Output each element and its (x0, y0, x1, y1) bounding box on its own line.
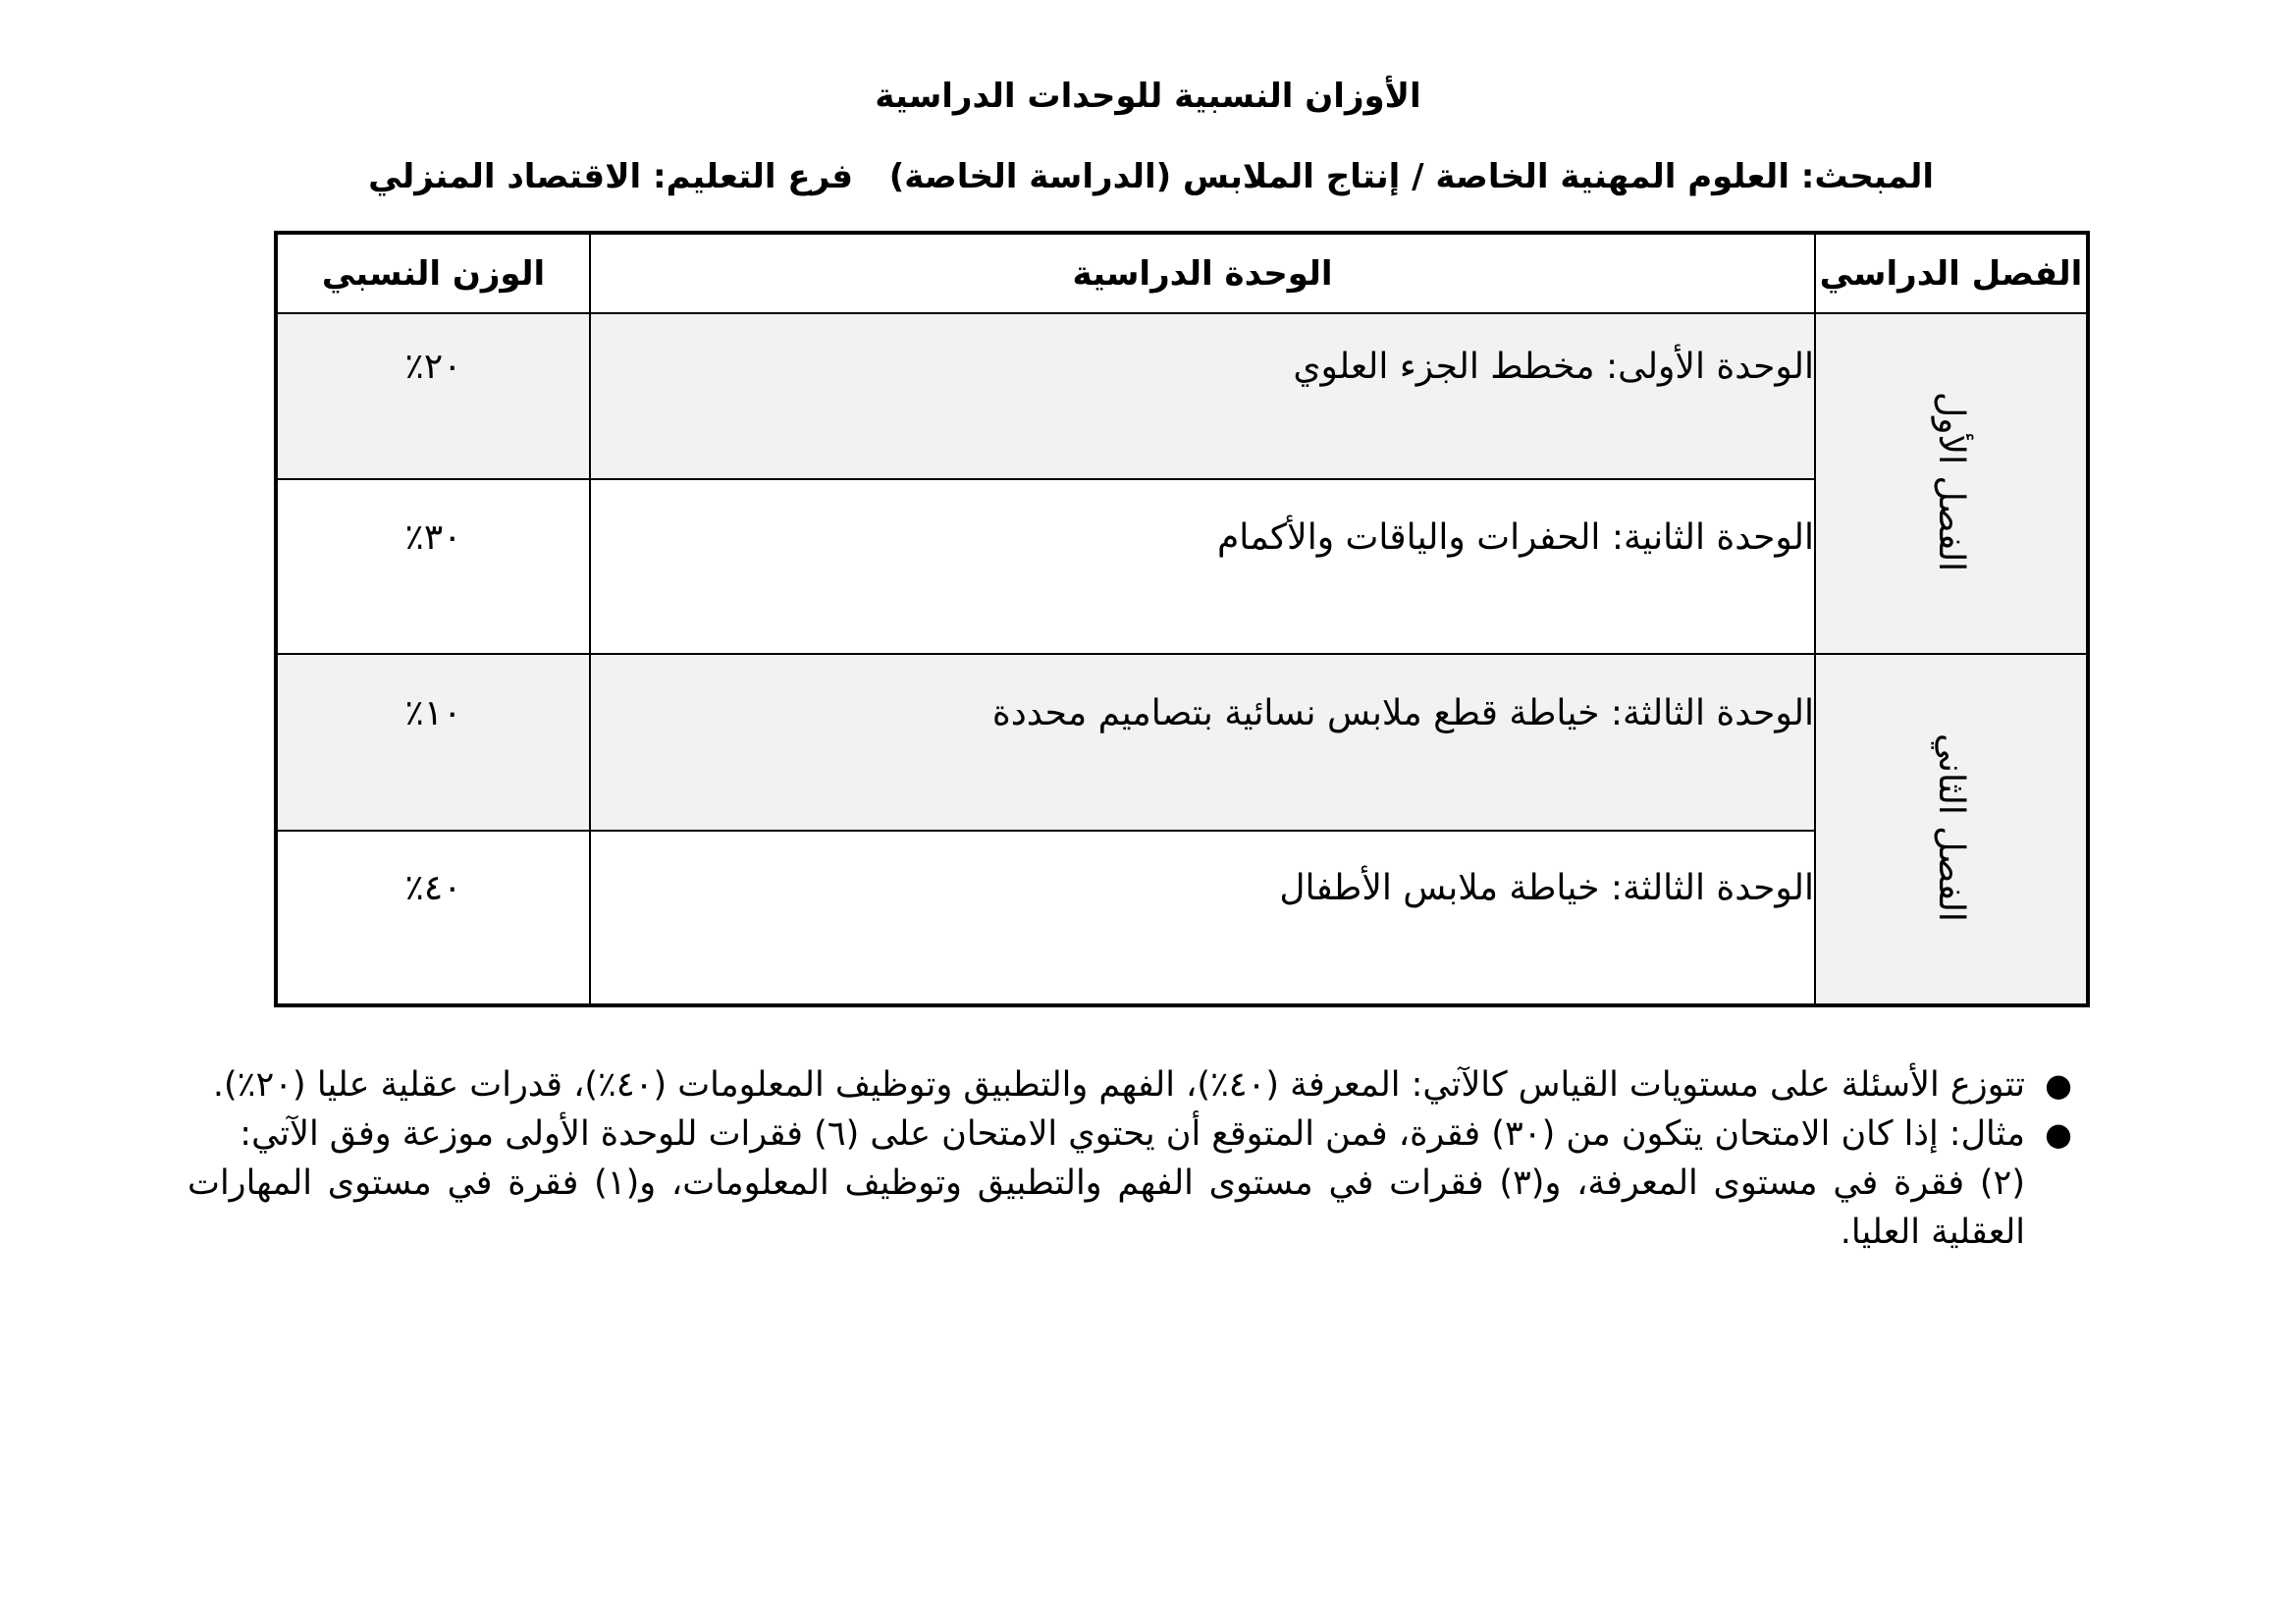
branch-line: فرع التعليم: الاقتصاد المنزلي (368, 157, 853, 196)
note-item (187, 1060, 2072, 1110)
table-row (276, 313, 2088, 479)
unit-name: الوحدة الثالثة: خياطة قطع ملابس نسائية بتصاميم محددة (991, 692, 1814, 733)
semester-cell-second (1815, 654, 2088, 1005)
bullet-icon: ● (2045, 1115, 2072, 1153)
unit-name: الوحدة الأولى: مخطط الجزء العلوي (1293, 347, 1814, 387)
unit-cell (590, 654, 1815, 831)
weight-value: ٣٠٪ (404, 516, 462, 558)
table-header-row (276, 233, 2088, 313)
note-text: تتوزع الأسئلة على مستويات القياس كالآتي: المعرفة (٤٠٪)، الفهم والتطبيق وتوظيف المعلومات (٤٠٪)، قدرات عقلية عليا (٢٠٪). (212, 1065, 2025, 1105)
unit-cell (590, 831, 1815, 1005)
page-title: الأوزان النسبية للوحدات الدراسية (875, 77, 1421, 116)
notes-list (187, 1060, 2072, 1257)
unit-name: الوحدة الثانية: الحفرات والياقات والأكمام (1216, 516, 1814, 558)
semester-label: الفصل الأول (1931, 391, 1971, 572)
weight-cell (276, 831, 590, 1005)
weight-value: ١٠٪ (404, 692, 462, 733)
unit-cell (590, 479, 1815, 654)
weight-cell (276, 654, 590, 831)
weight-value: ٤٠٪ (404, 868, 462, 908)
table-row (276, 654, 2088, 831)
weight-value: ٢٠٪ (404, 347, 462, 387)
subject-line: المبحث: العلوم المهنية الخاصة / إنتاج الملابس (الدراسة الخاصة) (888, 157, 1934, 196)
unit-cell (590, 313, 1815, 479)
unit-name: الوحدة الثالثة: خياطة ملابس الأطفال (1279, 868, 1814, 908)
header-weight: الوزن النسبي (276, 233, 590, 313)
note-text: مثال: إذا كان الامتحان يتكون من (٣٠) فقرة، فمن المتوقع أن يحتوي الامتحان على (٦) فقرات للوحدة الأولى موزعة وفق الآتي: (240, 1114, 2025, 1154)
bullet-icon: ● (2045, 1066, 2072, 1104)
weights-table (274, 231, 2090, 1007)
note-continuation: (٢) فقرة في مستوى المعرفة، و(٣) فقرات في مستوى الفهم والتطبيق وتوظيف المعلومات، و(١) فقرة في مستوى المهارات العقلية العليا. (187, 1164, 2025, 1252)
weight-cell (276, 479, 590, 654)
semester-cell-first (1815, 313, 2088, 654)
note-item (187, 1110, 2072, 1257)
header-semester: الفصل الدراسي (1815, 233, 2088, 313)
header-unit: الوحدة الدراسية (590, 233, 1815, 313)
weight-cell (276, 313, 590, 479)
semester-label: الفصل الثاني (1931, 732, 1971, 922)
